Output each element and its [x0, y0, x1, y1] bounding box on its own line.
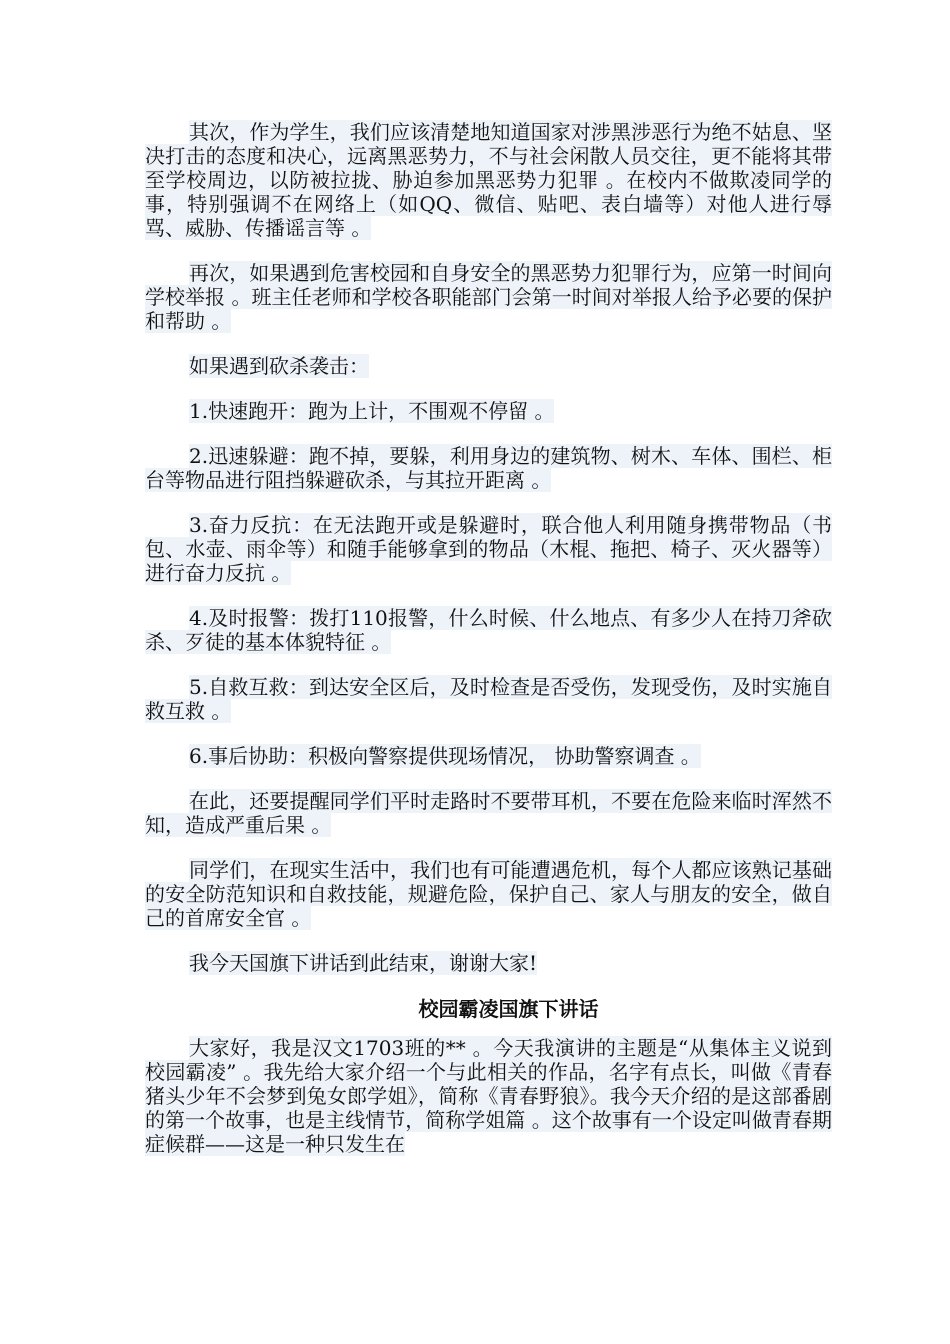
list-item-text: 4.及时报警：拨打110报警，什么时候、什么地点、有多少人在持刀斧砍杀、歹徒的基本体貌特征 。 — [145, 606, 832, 654]
list-item-text: 6.事后协助：积极向警察提供现场情况， 协助警察调查 。 — [189, 744, 701, 768]
paragraph-text: 在此，还要提醒同学们平时走路时不要带耳机，不要在危险来临时浑然不知，造成严重后果 。 — [145, 789, 832, 837]
paragraph-text: 再次，如果遇到危害校园和自身安全的黑恶势力犯罪行为，应第一时间向学校举报 。班主任老师和学校各职能部门会第一时间对举报人给予必要的保护和帮助 。 — [145, 261, 832, 333]
list-item — [145, 606, 832, 654]
list-item — [145, 513, 832, 585]
paragraph — [145, 120, 832, 240]
list-item — [145, 744, 832, 768]
list-item — [145, 444, 832, 492]
paragraph — [145, 261, 832, 333]
list-item-text: 2.迅速躲避：跑不掉，要躲，利用身边的建筑物、树木、车体、围栏、柜台等物品进行阻挡躲避砍杀，与其拉开距离 。 — [145, 444, 832, 492]
list-item — [145, 675, 832, 723]
paragraph — [145, 858, 832, 930]
paragraph — [145, 1036, 832, 1156]
list-item — [145, 399, 832, 423]
paragraph-text: 大家好，我是汉文1703班的** 。今天我演讲的主题是“从集体主义说到校园霸凌” 。我先给大家介绍一个与此相关的作品，名字有点长，叫做《青春猪头少年不会梦到兔女郎学姐》，简称《青春野狼》。我今天介绍的是这部番剧的第一个故事，也是主线情节，简称学姐篇 。这个故事有一个设定叫做青春期症候群——这是一种只发生在 — [145, 1036, 832, 1156]
paragraph-text: 同学们，在现实生活中，我们也有可能遭遇危机，每个人都应该熟记基础的安全防范知识和自救技能，规避危险，保护自己、家人与朋友的安全，做自己的首席安全官 。 — [145, 858, 832, 930]
list-item-text: 1.快速跑开：跑为上计，不围观不停留 。 — [189, 399, 555, 423]
list-item-text: 5.自救互救：到达安全区后，及时检查是否受伤，发现受伤，及时实施自救互救 。 — [145, 675, 832, 723]
paragraph-text: 其次，作为学生，我们应该清楚地知道国家对涉黑涉恶行为绝不姑息、坚决打击的态度和决心，远离黑恶势力，不与社会闲散人员交往，更不能将其带至学校周边，以防被拉拢、胁迫参加黑恶势力犯罪 。在校内不做欺凌同学的事，特别强调不在网络上（如QQ、微信、贴吧、表白墙等）对他人进行辱骂、威胁、传播谣言等 。 — [145, 120, 832, 240]
list-item-text: 3.奋力反抗：在无法跑开或是躲避时，联合他人利用随身携带物品（书包、水壶、雨伞等）和随手能够拿到的物品（木棍、拖把、椅子、灭火器等）进行奋力反抗 。 — [145, 513, 832, 585]
section-title: 校园霸凌国旗下讲话 — [418, 997, 599, 1021]
paragraph-text: 如果遇到砍杀袭击： — [189, 354, 369, 378]
paragraph — [145, 789, 832, 837]
paragraph — [145, 354, 832, 378]
paragraph — [145, 951, 832, 975]
paragraph-text: 我今天国旗下讲话到此结束，谢谢大家! — [189, 951, 538, 975]
